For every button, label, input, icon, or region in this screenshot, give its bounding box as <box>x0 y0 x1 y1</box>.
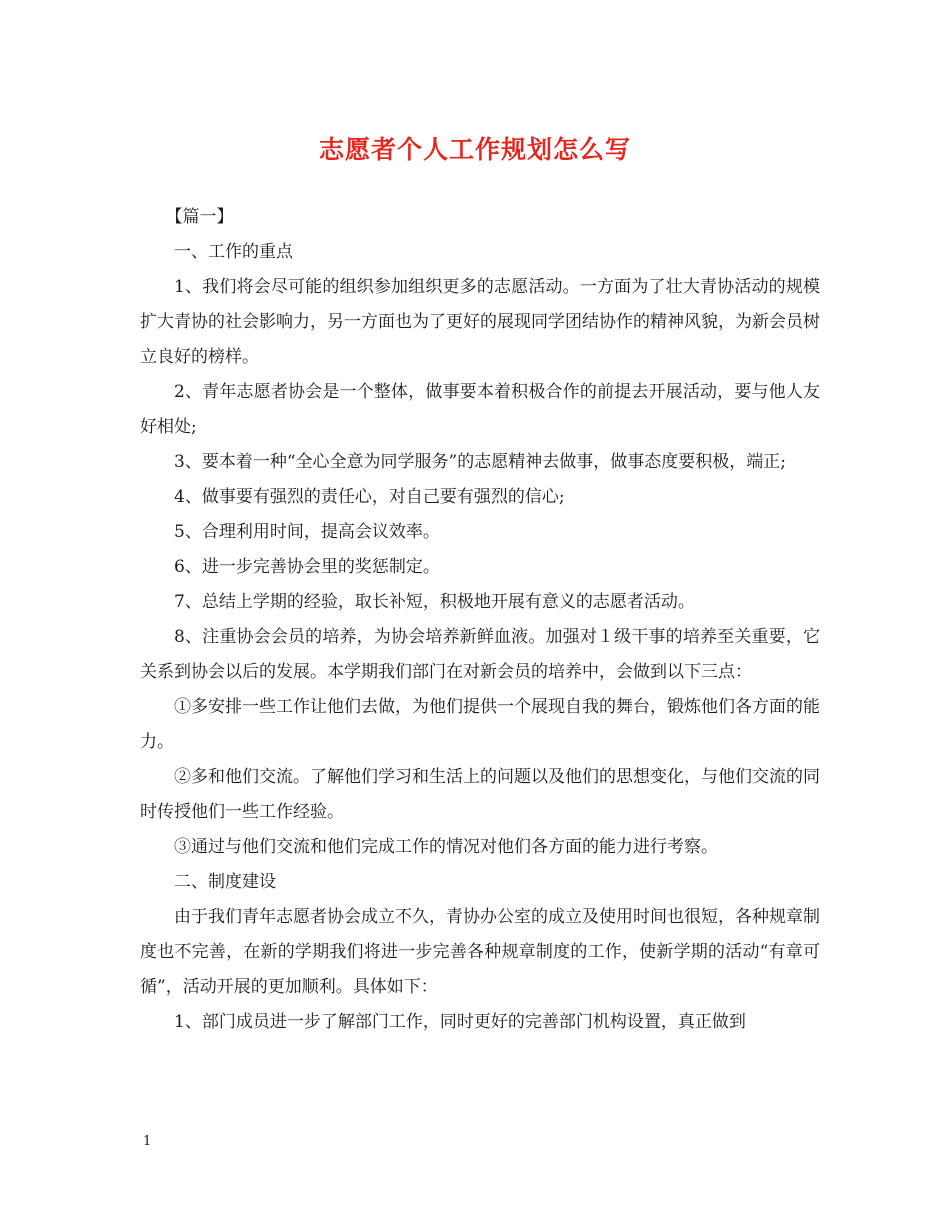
section-heading: 二、制度建设 <box>174 872 276 892</box>
document-body <box>140 200 820 1040</box>
paragraph: 1、部门成员进一步了解部门工作，同时更好的完善部门机构设置，真正做到 <box>174 1012 746 1032</box>
document-title: 志愿者个人工作规划怎么写 <box>318 135 631 164</box>
paragraph: 由于我们青年志愿者协会成立不久，青协办公室的成立及使用时间也很短，各种规章制度也不完善，在新的学期我们将进一步完善各种规章制度的工作，使新学期的活动“有章可循”，活动开展的更加顺利。具体如下： <box>140 907 820 997</box>
list-item: ③通过与他们交流和他们完成工作的情况对他们各方面的能力进行考察。 <box>174 837 718 857</box>
paragraph: 6、进一步完善协会里的奖惩制定。 <box>174 557 440 577</box>
page-number: 1 <box>143 1134 152 1149</box>
section-tag: 【篇一】 <box>165 207 234 227</box>
paragraph: 8、注重协会会员的培养，为协会培养新鲜血液。加强对１级干事的培养至关重要，它关系到协会以后的发展。本学期我们部门在对新会员的培养中，会做到以下三点： <box>140 627 820 682</box>
paragraph: 4、做事要有强烈的责任心，对自己要有强烈的信心; <box>174 487 565 507</box>
section-heading: 一、工作的重点 <box>174 242 293 262</box>
paragraph: 2、青年志愿者协会是一个整体，做事要本着积极合作的前提去开展活动，要与他人友好相处; <box>140 382 820 437</box>
paragraph: 3、要本着一种“全心全意为同学服务”的志愿精神去做事，做事态度要积极，端正; <box>174 452 786 472</box>
paragraph: 7、总结上学期的经验，取长补短，积极地开展有意义的志愿者活动。 <box>174 592 695 612</box>
paragraph: 5、合理利用时间，提高会议效率。 <box>174 522 440 542</box>
list-item: ②多和他们交流。了解他们学习和生活上的问题以及他们的思想变化，与他们交流的同时传授他们一些工作经验。 <box>140 767 820 822</box>
list-item: ①多安排一些工作让他们去做，为他们提供一个展现自我的舞台，锻炼他们各方面的能力。 <box>140 697 820 752</box>
paragraph: 1、我们将会尽可能的组织参加组织更多的志愿活动。一方面为了壮大青协活动的规模扩大青协的社会影响力，另一方面也为了更好的展现同学团结协作的精神风貌，为新会员树立良好的榜样。 <box>140 277 820 367</box>
